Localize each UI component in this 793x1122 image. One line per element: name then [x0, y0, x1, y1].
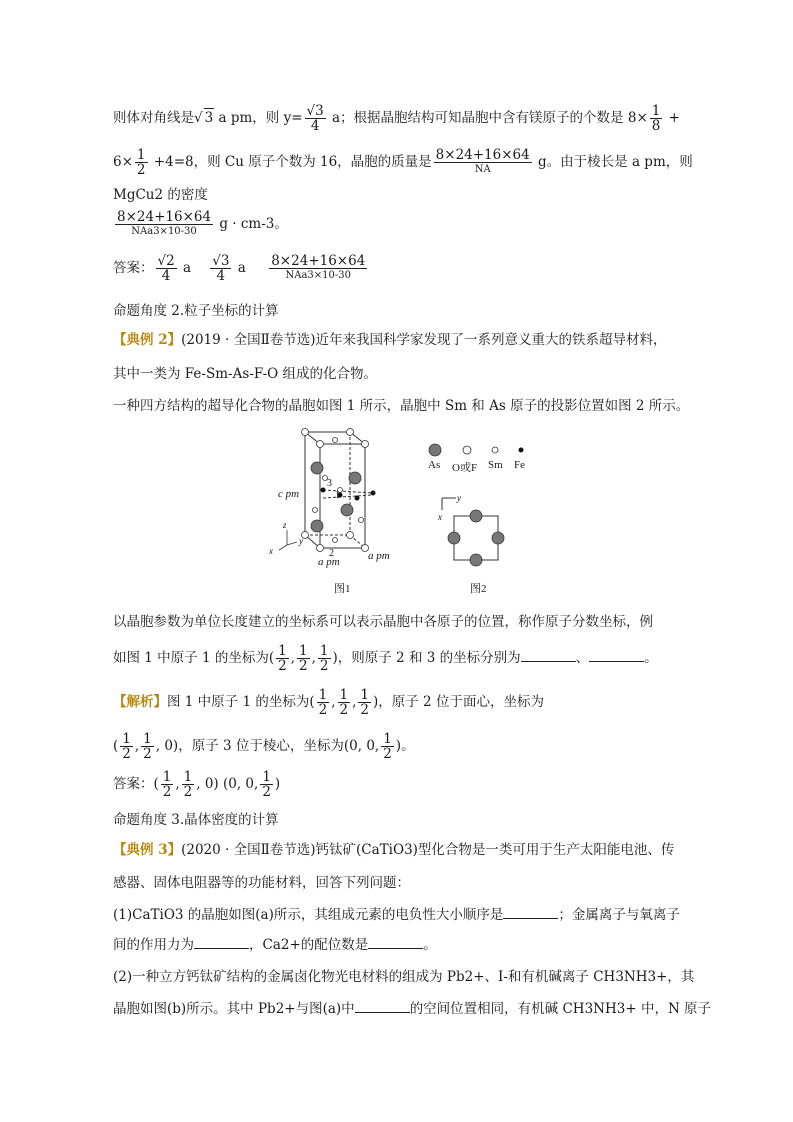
answer-label-1: 答案： — [113, 260, 154, 276]
section-heading-2: 命题角度 2.粒子坐标的计算 — [113, 303, 279, 319]
analysis-text-a: 图 1 中原子 1 的坐标为( — [167, 694, 315, 710]
example-3-line-1 — [113, 841, 674, 859]
frac-mass: $\frac{8\times 24+16\times 64}{NA}$ — [435, 147, 530, 175]
example-3-text: (2020 · 全国Ⅱ卷节选)钙钛矿(CaTiO3)型化合物是一类可用于生产太阳能电池、传 — [181, 842, 675, 858]
answer-blank-3[interactable] — [503, 906, 558, 919]
example-2-line-2: 其中一类为 Fe-Sm-As-F-O 组成的化合物。 — [113, 366, 378, 382]
text-line-2 — [113, 148, 693, 177]
figure-1-caption: 图1 — [334, 583, 351, 595]
sqrt-3: 3 — [204, 110, 214, 126]
frac-1-8: $\frac{1}{8}$ — [651, 103, 661, 134]
analysis-line-2: ( $\frac{1}{2}$ , $\frac{1}{2}$ , 0)，原子 3 位于棱心，坐标为(0, 0, $\frac{1}{2}$ )。 — [113, 731, 415, 762]
figure-2-projection — [430, 492, 520, 577]
as-atom-2 — [349, 472, 361, 484]
q2-text-c: )，则原子 2 和 3 的坐标分别为 — [332, 650, 521, 666]
a-axis-label-1: a pm — [318, 556, 340, 568]
text-l4e: g · cm-3。 — [215, 216, 288, 232]
q3-1-text-b: ；金属离子与氧离子 — [558, 907, 680, 923]
text-l1a: 则体对角线是 — [113, 110, 194, 126]
a-axis-label-2: a pm — [368, 550, 390, 562]
answer-blank-4[interactable] — [194, 936, 249, 949]
answer-blank-6[interactable] — [355, 1000, 410, 1013]
legend-as: As — [428, 459, 441, 471]
answer-line-2: 答案：( $\frac{1}{2}$ , $\frac{1}{2}$ , 0) (0, 0, $\frac{1}{2}$ ) — [113, 769, 281, 800]
svg-text:x: x — [438, 512, 442, 522]
figure-2-caption: 图2 — [470, 583, 487, 595]
example-2-line-1 — [113, 331, 667, 349]
q3-1-text-e: 。 — [423, 937, 437, 953]
question-3-2-line-2 — [113, 1000, 711, 1018]
text-line-4 — [113, 210, 288, 239]
example-2-tag: 【典例 2】 — [113, 332, 182, 348]
legend-o-or-f: O或F — [452, 462, 478, 474]
answer-2-mid: , 0) (0, 0, — [196, 776, 259, 792]
example-3-line-2: 感器、固体电阻器等的功能材料，回答下列问题： — [113, 875, 410, 891]
svg-text:y: y — [457, 493, 461, 503]
legend-fe: Fe — [514, 459, 525, 471]
q3-1-text-a: (1)CaTiO3 的晶胞如图(a)所示，其组成元素的电负性大小顺序是 — [113, 907, 504, 923]
c-axis-label: c pm — [278, 488, 300, 500]
svg-text:x: x — [269, 546, 273, 556]
q3-1-text-d: ，Ca2+的配位数是 — [249, 937, 369, 953]
text-l2e: g。由于棱长是 a pm，则 — [533, 154, 693, 170]
svg-text:z: z — [283, 520, 287, 530]
text-l1g: + — [664, 110, 680, 126]
analysis-text-c: , 0)，原子 3 位于棱心，坐标为(0, 0, — [155, 738, 380, 754]
as-atom-1 — [311, 462, 323, 474]
answer-blank-5[interactable] — [368, 936, 423, 949]
question-3-1-line-2 — [113, 936, 437, 954]
q2-text-b: 如图 1 中原子 1 的坐标为( — [113, 650, 275, 666]
ans-frac-density: $\frac{8\times 24+16\times 64}{\text{NAa3×10-30}}$ — [271, 253, 366, 281]
atom-label-1: 1 — [335, 490, 340, 501]
section-heading-3: 命题角度 3.晶体密度的计算 — [113, 812, 279, 828]
answer-blank-2[interactable] — [589, 649, 644, 662]
text-line-1: 则体对角线是√ 3 a pm，则 y= $\frac{√3}{4}$ a；根据晶胞结构可知晶胞中含有镁原子的个数是 8× $\frac{1}{8}$ + — [113, 103, 680, 134]
frac-sqrt3-4: $\frac{√3}{4}$ — [306, 103, 324, 134]
text-l1e: a；根据晶胞结构可知晶胞中含有镁原子的个数是 8× — [327, 110, 648, 126]
text-l2a: 6× — [113, 154, 133, 170]
q2-end: 。 — [644, 650, 658, 666]
atom-label-3: 3 — [327, 478, 332, 489]
answer-blank-1[interactable] — [521, 649, 576, 662]
text-l1c: a pm，则 y= — [214, 110, 303, 126]
q2-sep: 、 — [575, 650, 590, 666]
q3-2-text-c: 的空间位置相同，有机碱 CH3NH3+ 中，N 原子 — [409, 1001, 712, 1017]
question-3-1-line-1 — [113, 906, 680, 924]
answer-2-end: ) — [274, 776, 281, 792]
analysis-line-1: 【解析】图 1 中原子 1 的坐标为( $\frac{1}{2}$ , $\frac{1}{2}$ , $\frac{1}{2}$ )，原子 2 位于面心，坐标为 — [113, 687, 544, 718]
svg-text:y: y — [299, 536, 303, 546]
as-atom-4 — [311, 520, 323, 532]
analysis-tag: 【解析】 — [113, 694, 167, 710]
question-2-line-2: 如图 1 中原子 1 的坐标为( $\frac{1}{2}$ , $\frac{1}{2}$ , $\frac{1}{2}$ )，则原子 2 和 3 的坐标分别为 、 。 — [113, 643, 658, 674]
answer-line-1: 答案： $\frac{√2}{4}$ a $\frac{√3}{4}$ a $\frac{8\times 24+16\times 64}{\text{NAa3×10-30}}$ — [113, 253, 366, 284]
example-2-text: (2019 · 全国Ⅱ卷节选)近年来我国科学家发现了一系列意义重大的铁系超导材料， — [181, 332, 667, 348]
question-3-2-line-1: (2)一种立方钙钛矿结构的金属卤化物光电材料的组成为 Pb2+、I-和有机碱离子 CH3NH3+，其 — [113, 969, 695, 985]
atom-label-2: 2 — [329, 548, 334, 559]
q3-1-text-c: 间的作用力为 — [113, 937, 194, 953]
frac-1-2: $\frac{1}{2}$ — [136, 147, 146, 178]
analysis-text-d: )。 — [395, 738, 415, 754]
legend-sm: Sm — [488, 459, 503, 471]
analysis-text-b: )，原子 2 位于面心，坐标为 — [373, 694, 544, 710]
as-atom-3 — [341, 504, 353, 516]
example-3-tag: 【典例 3】 — [113, 842, 182, 858]
q3-2-text-b: 晶胞如图(b)所示。其中 Pb2+与图(a)中 — [113, 1001, 355, 1017]
figure-legend-symbols — [425, 440, 535, 460]
figure-1-crystal-cell — [265, 420, 415, 580]
example-2-line-3: 一种四方结构的超导化合物的晶胞如图 1 所示，晶胞中 Sm 和 As 原子的投影位置如图 2 所示。 — [113, 398, 690, 414]
text-l2c: +4=8，则 Cu 原子个数为 16，晶胞的质量是 — [149, 154, 432, 170]
text-line-3: MgCu2 的密度 — [113, 187, 208, 203]
ans-frac-sqrt2-4: $\frac{√2}{4}$ — [157, 253, 175, 284]
ans-frac-sqrt3-4: $\frac{√3}{4}$ — [212, 253, 230, 284]
question-2-line-1: 以晶胞参数为单位长度建立的坐标系可以表示晶胞中各原子的位置，称作原子分数坐标，例 — [113, 614, 653, 630]
answer-label-2: 答案：( — [113, 776, 159, 792]
frac-density: $\frac{8\times 24+16\times 64}{\text{NAa3×10-30}}$ — [117, 209, 212, 237]
